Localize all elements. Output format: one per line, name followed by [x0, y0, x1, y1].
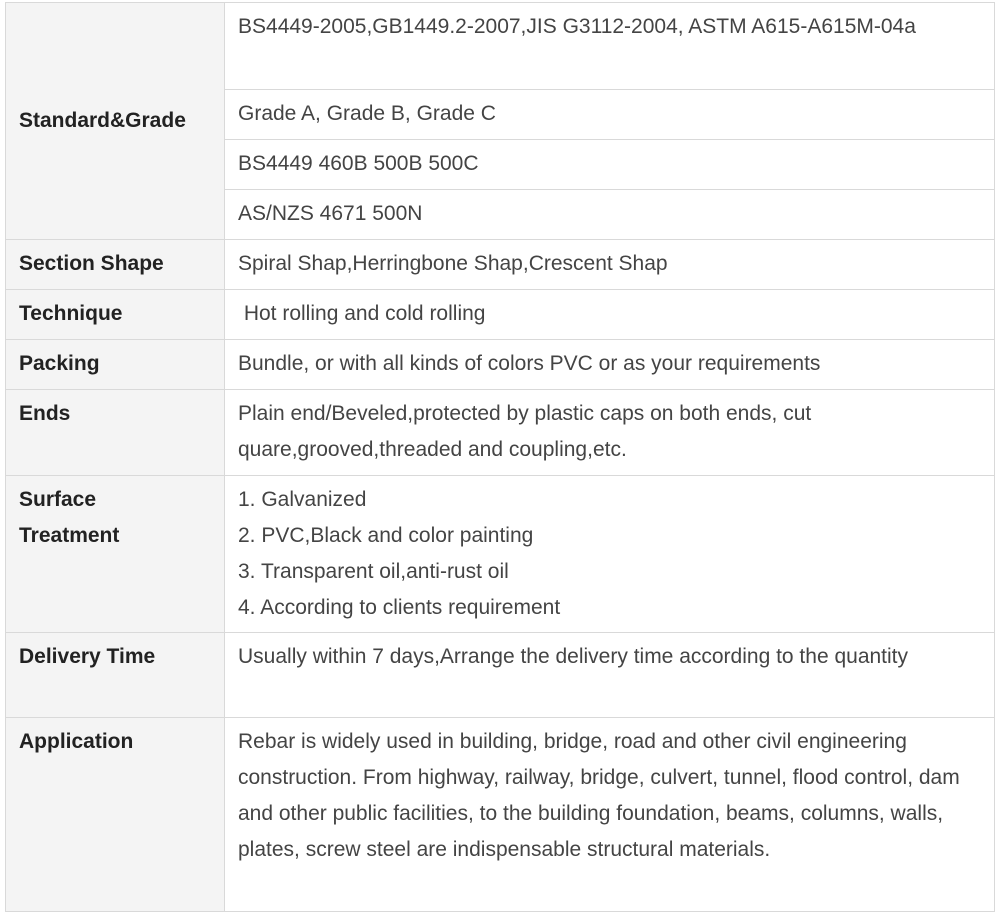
list-item: 1. Galvanized — [238, 488, 367, 511]
row-label-standard-grade: Standard&Grade — [6, 3, 225, 240]
list-item: 4. According to clients requirement — [238, 596, 561, 619]
row-label-application: Application — [6, 718, 225, 912]
row-value-asnzs: AS/NZS 4671 500N — [225, 190, 995, 240]
row-value-surface-treatment — [225, 476, 995, 633]
table-row — [6, 390, 995, 476]
row-label-packing: Packing — [6, 340, 225, 390]
list-item: 2. PVC,Black and color painting — [238, 524, 534, 547]
row-value-application: Rebar is widely used in building, bridge, road and other civil engineering construction. From highway, railway, bridge, culvert, tunnel, flood control, dam and other public facilities, to the building foundation, beams, columns, walls, plates, screw steel are indispensable structural materials. — [225, 718, 995, 912]
row-value-bs4449: BS4449 460B 500B 500C — [225, 140, 995, 190]
row-label-technique: Technique — [6, 290, 225, 340]
row-label-ends: Ends — [6, 390, 225, 476]
row-label-section-shape: Section Shape — [6, 240, 225, 290]
row-value-delivery-time: Usually within 7 days,Arrange the delivery time according to the quantity — [225, 633, 995, 718]
table-row — [6, 718, 995, 912]
table-row — [6, 340, 995, 390]
table-row — [6, 240, 995, 290]
row-value-packing: Bundle, or with all kinds of colors PVC or as your requirements — [225, 340, 995, 390]
spec-table — [5, 2, 995, 912]
row-value-technique: Hot rolling and cold rolling — [225, 290, 995, 340]
row-value-standard: BS4449-2005,GB1449.2-2007,JIS G3112-2004, ASTM A615-A615M-04a — [225, 3, 995, 90]
row-value-section-shape: Spiral Shap,Herringbone Shap,Crescent Shap — [225, 240, 995, 290]
table-row — [6, 3, 995, 90]
row-label-delivery-time: Delivery Time — [6, 633, 225, 718]
table-row — [6, 290, 995, 340]
list-item: 3. Transparent oil,anti-rust oil — [238, 560, 509, 583]
table-row — [6, 633, 995, 718]
table-row — [6, 476, 995, 633]
row-value-grade: Grade A, Grade B, Grade C — [225, 90, 995, 140]
row-value-ends: Plain end/Beveled,protected by plastic caps on both ends, cut quare,grooved,threaded and coupling,etc. — [225, 390, 995, 476]
row-label-surface-treatment: Surface Treatment — [6, 476, 225, 633]
